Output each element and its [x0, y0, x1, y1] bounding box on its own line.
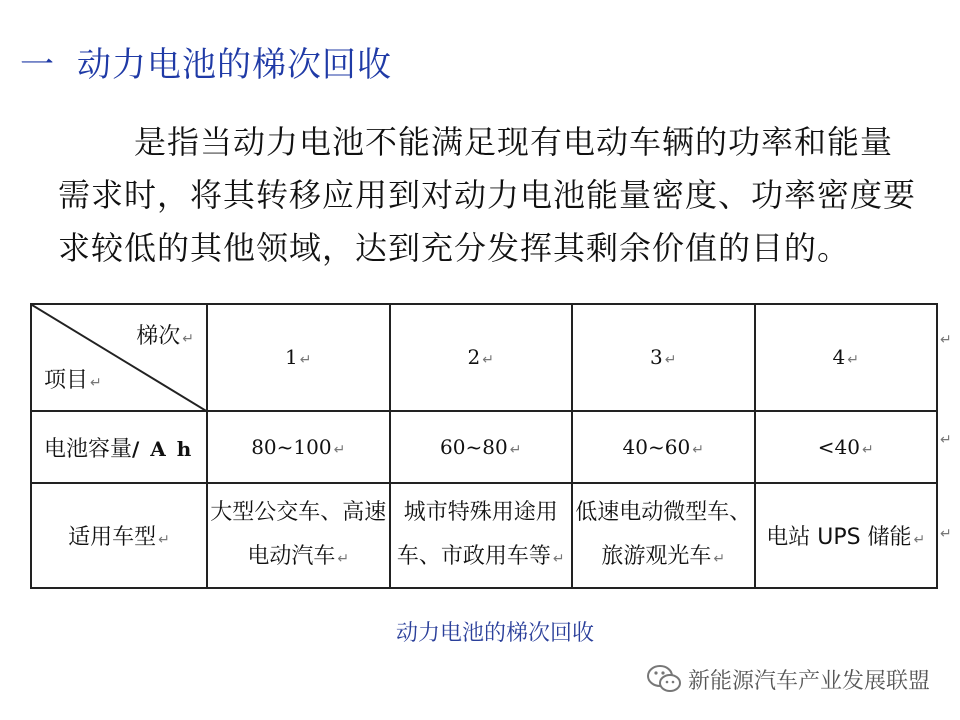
corner-cell: [31, 304, 207, 411]
watermark: [646, 663, 930, 695]
table-header-row: [31, 304, 937, 411]
column-header: 1 ↵: [207, 304, 390, 411]
title-dash: 一: [20, 44, 55, 85]
table-cell: 低速电动微型车、 旅游观光车 ↵: [572, 483, 755, 588]
definition-paragraph: [58, 116, 918, 275]
table-caption: 动力电池的梯次回收: [395, 621, 594, 646]
title-text: 动力电池的梯次回收: [77, 44, 392, 85]
paragraph-text: 是指当动力电池不能满足现有电动车辆的功率和能量需求时，将其转移应用到对动力电池能量密度、功率密度要求较低的其他领域，达到充分发挥其剩余价值的目的。: [58, 123, 917, 267]
row-end-mark: ↵: [940, 526, 952, 542]
row-label: 适用车型 ↵: [31, 483, 207, 588]
table-cell: 80~100 ↵: [207, 411, 390, 483]
column-header: 4 ↵: [755, 304, 938, 411]
wechat-icon: [646, 664, 682, 694]
column-header: 2 ↵: [390, 304, 573, 411]
table-cell: 60~80 ↵: [390, 411, 573, 483]
corner-top-label: 梯次 ↵: [136, 324, 194, 349]
tier-table: [30, 303, 938, 589]
table-cell: 城市特殊用途用 车、市政用车等 ↵: [390, 483, 573, 588]
tier-table-container: [30, 303, 938, 589]
row-end-mark: ↵: [940, 432, 952, 448]
page-title: [20, 36, 392, 86]
row-label: 电池容量/ A h: [31, 411, 207, 483]
table-cell: 电站 UPS 储能 ↵: [755, 483, 938, 588]
table-cell: <40 ↵: [755, 411, 938, 483]
table-cell: 40~60 ↵: [572, 411, 755, 483]
capacity-unit: / A h: [132, 436, 194, 461]
table-row: [31, 483, 937, 588]
watermark-text: 新能源汽车产业发展联盟: [687, 668, 930, 694]
table-row: [31, 411, 937, 483]
row-end-mark: ↵: [940, 332, 952, 348]
column-header: 3 ↵: [572, 304, 755, 411]
table-cell: 大型公交车、高速 电动汽车 ↵: [207, 483, 390, 588]
corner-bottom-label: 项目 ↵: [44, 368, 102, 393]
